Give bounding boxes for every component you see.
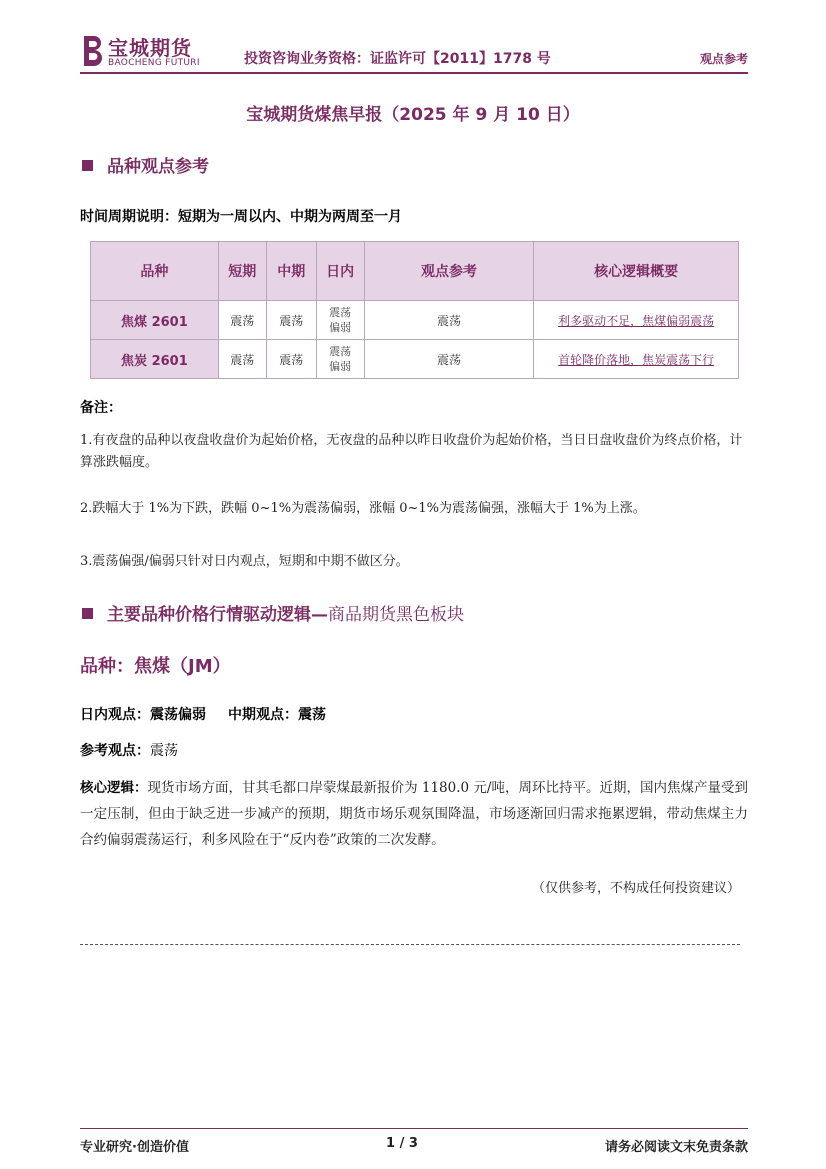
note-item: 3.震荡偏强/偏弱只针对日内观点，短期和中期不做区分。 — [80, 554, 409, 569]
variety-title: 品种：焦煤（JM） — [80, 656, 231, 677]
view-summary — [80, 704, 326, 724]
core-logic-label: 核心逻辑： — [80, 780, 148, 796]
logic-link[interactable]: 利多驱动不足，焦煤偏弱震荡 — [534, 301, 739, 340]
logo-english-name: BAOCHENG FUTURI — [108, 58, 200, 68]
column-header: 日内 — [316, 242, 364, 301]
variety-cell: 焦炭 2601 — [91, 340, 219, 379]
table-row — [91, 340, 739, 379]
reference-value: 震荡 — [150, 743, 178, 759]
page-number: 1 / 3 — [386, 1136, 418, 1151]
square-bullet-icon — [82, 608, 93, 619]
table-row — [91, 301, 739, 340]
reference-view — [80, 740, 178, 760]
section-title-light: 商品期货黑色板块 — [328, 605, 464, 625]
intraday-cell — [316, 340, 364, 379]
variety-cell: 焦煤 2601 — [91, 301, 219, 340]
section-heading-views — [82, 152, 209, 177]
reference-label: 参考观点： — [80, 743, 150, 759]
section-heading-drivers — [82, 600, 464, 625]
section-title-bold: 主要品种价格行情驱动逻辑— — [107, 605, 328, 625]
footer-divider — [80, 1128, 748, 1129]
column-header: 观点参考 — [364, 242, 534, 301]
intraday-view: 日内观点：震荡偏弱 — [80, 707, 206, 723]
mid-term-cell: 震荡 — [266, 340, 316, 379]
column-header: 短期 — [218, 242, 266, 301]
dashed-divider — [80, 944, 740, 945]
short-term-cell: 震荡 — [218, 301, 266, 340]
view-cell: 震荡 — [364, 301, 534, 340]
logo-mark-icon — [80, 34, 106, 68]
company-logo — [80, 34, 220, 72]
intraday-cell — [316, 301, 364, 340]
table-header-row — [91, 242, 739, 301]
views-table — [90, 241, 739, 379]
core-logic-text: 现货市场方面，甘其毛都口岸蒙煤最新报价为 1180.0 元/吨，周环比持平。近期，国内焦煤产量受到一定压制，但由于缺乏进一步减产的预期，期货市场乐观氛围降温，市场逐渐回归需求拖累逻辑，带动焦煤主力合约偏弱震荡运行，利多风险在于“反内卷”政策的二次发酵。 — [80, 780, 748, 848]
logo-chinese-name: 宝城期货 — [108, 36, 192, 60]
note-item: 2.跌幅大于 1%为下跌，跌幅 0~1%为震荡偏弱，涨幅 0~1%为震荡偏强，涨幅大于 1%为上涨。 — [80, 501, 646, 516]
footer-slogan: 专业研究·创造价值 — [80, 1140, 189, 1155]
logic-link[interactable]: 首轮降价落地，焦炭震荡下行 — [534, 340, 739, 379]
column-header: 核心逻辑概要 — [534, 242, 739, 301]
view-cell: 震荡 — [364, 340, 534, 379]
section-title: 品种观点参考 — [107, 157, 209, 177]
page-header — [80, 34, 748, 74]
period-note: 时间周期说明：短期为一周以内、中期为两周至一月 — [80, 209, 402, 225]
column-header: 中期 — [266, 242, 316, 301]
note-item: 1.有夜盘的品种以夜盘收盘价为起始价格，无夜盘的品种以昨日收盘价为起始价格，当日日盘收盘价为终点价格，计算涨跌幅度。 — [80, 433, 743, 470]
mid-term-cell: 震荡 — [266, 301, 316, 340]
qualification-text: 投资咨询业务资格：证监许可【2011】1778 号 — [244, 51, 551, 67]
report-title: 宝城期货煤焦早报（2025 年 9 月 10 日） — [246, 105, 580, 125]
header-divider — [80, 72, 748, 74]
intraday-text: 震荡偏弱 — [329, 345, 352, 373]
header-category: 观点参考 — [699, 52, 748, 66]
footer-disclaimer-link[interactable]: 请务必阅读文末免责条款 — [604, 1140, 748, 1155]
disclaimer-text: （仅供参考，不构成任何投资建议） — [531, 881, 740, 896]
short-term-cell: 震荡 — [218, 340, 266, 379]
notes-heading: 备注： — [80, 400, 122, 416]
intraday-text: 震荡偏弱 — [329, 306, 352, 334]
mid-term-view: 中期观点：震荡 — [228, 707, 326, 723]
square-bullet-icon — [82, 160, 93, 171]
core-logic — [80, 775, 748, 853]
column-header: 品种 — [91, 242, 219, 301]
